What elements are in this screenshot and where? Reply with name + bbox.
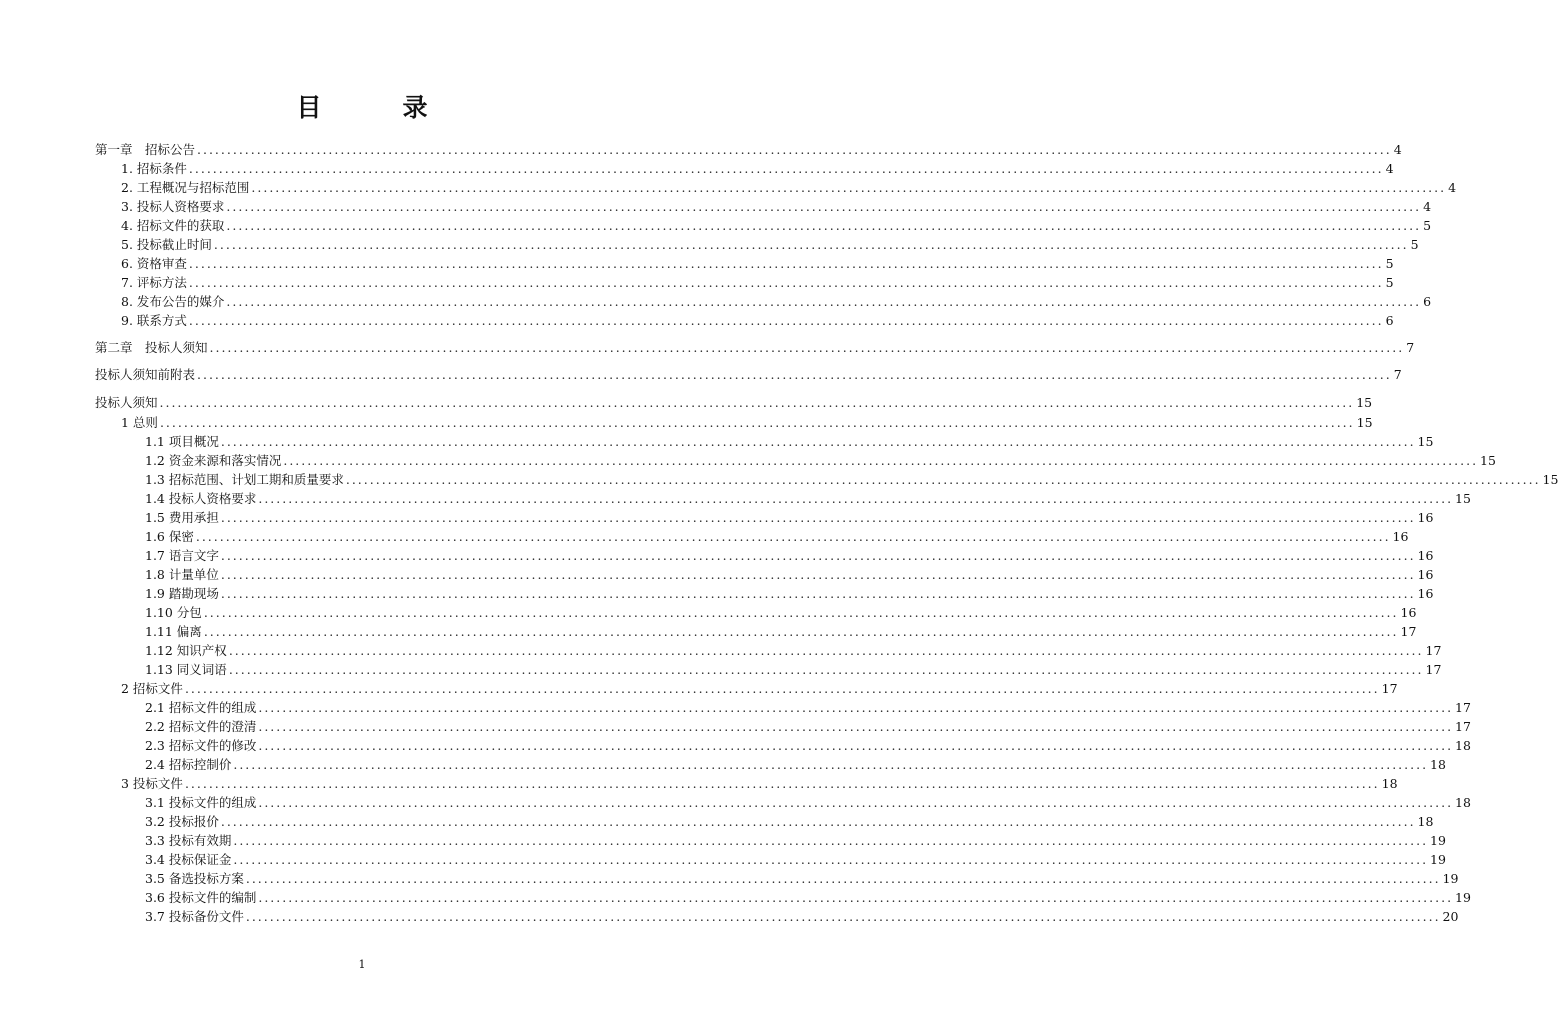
toc-entry-page: 15 <box>1356 395 1373 410</box>
toc-entry[interactable] <box>95 755 1446 774</box>
dot-leader: ........................................................................................................................................................................................................ <box>213 237 1409 252</box>
dot-leader: ........................................................................................................................................................................................................ <box>245 909 1441 924</box>
toc-entry[interactable] <box>95 292 1432 311</box>
dot-leader: ........................................................................................................................................................................................................ <box>220 510 1416 525</box>
dot-leader: ........................................................................................................................................................................................................ <box>159 415 1355 430</box>
toc-entry-page: 15 <box>1455 491 1471 506</box>
toc-entry-label: 投标人须知 <box>95 395 158 410</box>
toc-entry-label: 1.11 偏离 <box>145 624 202 639</box>
toc-entry-label: 1.3 招标范围、计划工期和质量要求 <box>145 472 344 487</box>
dot-leader: ........................................................................................................................................................................................................ <box>258 700 1454 715</box>
toc-entry-page: 16 <box>1417 548 1434 563</box>
toc-entry-label: 1. 招标条件 <box>121 161 187 176</box>
toc-entry-label: 2.3 招标文件的修改 <box>145 738 257 753</box>
toc-entry-page: 17 <box>1425 643 1442 658</box>
dot-leader: ........................................................................................................................................................................................................ <box>188 275 1384 290</box>
toc-entry[interactable] <box>95 793 1471 812</box>
toc-entry-page: 18 <box>1381 776 1398 791</box>
dot-leader: ........................................................................................................................................................................................................ <box>345 472 1541 487</box>
dot-leader: ........................................................................................................................................................................................................ <box>209 340 1405 355</box>
dot-leader: ........................................................................................................................................................................................................ <box>258 890 1454 905</box>
toc-entry-label: 3.5 备选投标方案 <box>145 871 244 886</box>
toc-entry-label: 3.4 投标保证金 <box>145 852 232 867</box>
toc-entry[interactable] <box>95 736 1471 755</box>
toc-entry-page: 16 <box>1417 586 1434 601</box>
toc-entry-label: 1.4 投标人资格要求 <box>145 491 257 506</box>
dot-leader: ........................................................................................................................................................................................................ <box>245 871 1441 886</box>
toc-entry[interactable] <box>95 698 1471 717</box>
dot-leader: ........................................................................................................................................................................................................ <box>159 395 1355 410</box>
toc-entry-page: 16 <box>1417 510 1434 525</box>
toc-entry-page: 19 <box>1442 871 1459 886</box>
toc-entry-label: 7. 评标方法 <box>121 275 187 290</box>
toc-entry[interactable] <box>95 140 1402 159</box>
toc-entry-label: 9. 联系方式 <box>121 313 187 328</box>
toc-entry-page: 18 <box>1430 757 1446 772</box>
toc-entry-page: 17 <box>1400 624 1417 639</box>
toc-entry-label: 5. 投标截止时间 <box>121 237 212 252</box>
toc-entry[interactable] <box>95 603 1417 622</box>
dot-leader: ........................................................................................................................................................................................................ <box>283 453 1479 468</box>
toc-entry[interactable] <box>95 774 1398 793</box>
toc-entry-page: 4 <box>1423 199 1432 214</box>
toc-entry-page: 17 <box>1455 719 1471 734</box>
toc-entry[interactable] <box>95 365 1402 384</box>
toc-entry-label: 3.3 投标有效期 <box>145 833 232 848</box>
toc-entry-label: 3 投标文件 <box>121 776 183 791</box>
toc-entry-page: 15 <box>1542 472 1558 487</box>
dot-leader: ........................................................................................................................................................................................................ <box>195 529 1391 544</box>
toc-entry-page: 16 <box>1400 605 1417 620</box>
toc-entry-page: 18 <box>1455 738 1471 753</box>
toc-entry-page: 6 <box>1423 294 1432 309</box>
toc-entry-page: 17 <box>1381 681 1398 696</box>
toc-entry[interactable] <box>95 432 1434 451</box>
toc-entry-page: 20 <box>1442 909 1459 924</box>
toc-entry-page: 16 <box>1417 567 1434 582</box>
toc-entry-label: 第二章 投标人须知 <box>95 340 208 355</box>
toc-entry-label: 1.6 保密 <box>145 529 194 544</box>
dot-leader: ........................................................................................................................................................................................................ <box>233 833 1429 848</box>
toc-entry-page: 19 <box>1430 852 1446 867</box>
dot-leader: ........................................................................................................................................................................................................ <box>220 814 1416 829</box>
dot-leader: ........................................................................................................................................................................................................ <box>184 681 1380 696</box>
toc-entry-page: 5 <box>1410 237 1419 252</box>
toc-entry[interactable] <box>95 159 1394 178</box>
toc-entry-page: 5 <box>1385 275 1394 290</box>
toc-entry[interactable] <box>95 641 1442 660</box>
toc-entry-label: 4. 招标文件的获取 <box>121 218 225 233</box>
toc-entry[interactable] <box>95 584 1434 603</box>
toc-entry[interactable] <box>95 679 1398 698</box>
toc-entry-page: 4 <box>1385 161 1394 176</box>
toc-entry[interactable] <box>95 311 1394 330</box>
dot-leader: ........................................................................................................................................................................................................ <box>220 567 1416 582</box>
toc-entry[interactable] <box>95 565 1434 584</box>
toc-entry-label: 2.1 招标文件的组成 <box>145 700 257 715</box>
toc-entry-label: 3.1 投标文件的组成 <box>145 795 257 810</box>
toc-entry[interactable] <box>95 508 1434 527</box>
toc-entry[interactable] <box>95 717 1471 736</box>
toc-entry-label: 1.9 踏勘现场 <box>145 586 219 601</box>
dot-leader: ........................................................................................................................................................................................................ <box>220 434 1416 449</box>
toc-entry-label: 8. 发布公告的媒介 <box>121 294 225 309</box>
page-number: 1 <box>358 958 366 971</box>
toc-entry-label: 3.2 投标报价 <box>145 814 219 829</box>
toc-entry-label: 1.13 同义词语 <box>145 662 227 677</box>
dot-leader: ........................................................................................................................................................................................................ <box>220 548 1416 563</box>
toc-entry[interactable] <box>95 197 1432 216</box>
toc-entry[interactable] <box>95 451 1496 470</box>
dot-leader: ........................................................................................................................................................................................................ <box>251 180 1447 195</box>
toc-entry[interactable] <box>95 907 1459 926</box>
toc-entry-page: 15 <box>1417 434 1434 449</box>
toc-entry-page: 6 <box>1385 313 1394 328</box>
toc-entry-label: 2.2 招标文件的澄清 <box>145 719 257 734</box>
toc-entry[interactable] <box>95 254 1394 273</box>
toc-entry-page: 4 <box>1393 142 1402 157</box>
dot-leader: ........................................................................................................................................................................................................ <box>188 256 1384 271</box>
toc-entry[interactable] <box>95 338 1415 357</box>
dot-leader: ........................................................................................................................................................................................................ <box>233 757 1429 772</box>
toc-entry[interactable] <box>95 812 1434 831</box>
toc-entry-page: 19 <box>1455 890 1471 905</box>
toc-entry-label: 1.10 分包 <box>145 605 202 620</box>
dot-leader: ........................................................................................................................................................................................................ <box>258 738 1454 753</box>
dot-leader: ........................................................................................................................................................................................................ <box>188 161 1384 176</box>
dot-leader: ........................................................................................................................................................................................................ <box>258 795 1454 810</box>
toc-entry[interactable] <box>95 546 1434 565</box>
toc-entry[interactable] <box>95 216 1432 235</box>
toc-entry-page: 5 <box>1423 218 1432 233</box>
dot-leader: ........................................................................................................................................................................................................ <box>203 605 1399 620</box>
toc-entry[interactable] <box>95 470 1558 489</box>
toc-entry-label: 1.2 资金来源和落实情况 <box>145 453 282 468</box>
toc-entry-label: 3.6 投标文件的编制 <box>145 890 257 905</box>
toc-entry[interactable] <box>95 413 1373 432</box>
dot-leader: ........................................................................................................................................................................................................ <box>233 852 1429 867</box>
dot-leader: ........................................................................................................................................................................................................ <box>226 218 1422 233</box>
toc-entry[interactable] <box>95 831 1446 850</box>
toc-entry-label: 1.5 费用承担 <box>145 510 219 525</box>
toc-entry[interactable] <box>95 393 1373 412</box>
toc-entry-label: 2 招标文件 <box>121 681 183 696</box>
dot-leader: ........................................................................................................................................................................................................ <box>228 643 1424 658</box>
dot-leader: ........................................................................................................................................................................................................ <box>226 294 1422 309</box>
toc-entry-label: 2.4 招标控制价 <box>145 757 232 772</box>
dot-leader: ........................................................................................................................................................................................................ <box>258 491 1454 506</box>
toc-entry-label: 1.8 计量单位 <box>145 567 219 582</box>
toc-entry-page: 5 <box>1385 256 1394 271</box>
dot-leader: ........................................................................................................................................................................................................ <box>197 142 1392 157</box>
toc-entry-label: 1.1 项目概况 <box>145 434 219 449</box>
dot-leader: ........................................................................................................................................................................................................ <box>228 662 1424 677</box>
toc-entry-page: 17 <box>1425 662 1442 677</box>
toc-entry-page: 15 <box>1480 453 1496 468</box>
toc-entry-page: 18 <box>1455 795 1471 810</box>
dot-leader: ........................................................................................................................................................................................................ <box>184 776 1380 791</box>
toc-entry-label: 投标人须知前附表 <box>95 367 196 382</box>
toc-entry[interactable] <box>95 850 1446 869</box>
toc-entry[interactable] <box>95 489 1471 508</box>
toc-entry-page: 17 <box>1455 700 1471 715</box>
toc-entry[interactable] <box>95 178 1457 197</box>
toc-entry-page: 4 <box>1448 180 1457 195</box>
toc-entry-label: 3.7 投标备份文件 <box>145 909 244 924</box>
toc-entry[interactable] <box>95 235 1419 254</box>
toc-entry[interactable] <box>95 869 1459 888</box>
toc-entry-label: 1.12 知识产权 <box>145 643 227 658</box>
toc-entry[interactable] <box>95 273 1394 292</box>
toc-entry[interactable] <box>95 527 1409 546</box>
toc-entry[interactable] <box>95 660 1442 679</box>
toc-entry-label: 1.7 语言文字 <box>145 548 219 563</box>
toc-entry-page: 19 <box>1430 833 1446 848</box>
toc-entry-page: 7 <box>1406 340 1415 355</box>
dot-leader: ........................................................................................................................................................................................................ <box>220 586 1416 601</box>
dot-leader: ........................................................................................................................................................................................................ <box>188 313 1384 328</box>
toc-title: 目 录 <box>296 93 456 122</box>
toc-entry-label: 1 总则 <box>121 415 158 430</box>
toc-entry-label: 6. 资格审查 <box>121 256 187 271</box>
toc-entry[interactable] <box>95 888 1471 907</box>
toc-entry-label: 第一章 招标公告 <box>95 142 196 157</box>
toc-entry-page: 18 <box>1417 814 1434 829</box>
toc-entry-page: 15 <box>1356 415 1373 430</box>
toc-entry[interactable] <box>95 622 1417 641</box>
dot-leader: ........................................................................................................................................................................................................ <box>226 199 1422 214</box>
toc-entry-label: 2. 工程概况与招标范围 <box>121 180 250 195</box>
toc-entry-page: 7 <box>1393 367 1402 382</box>
toc-entry-page: 16 <box>1392 529 1409 544</box>
dot-leader: ........................................................................................................................................................................................................ <box>203 624 1399 639</box>
dot-leader: ........................................................................................................................................................................................................ <box>258 719 1454 734</box>
toc-entry-label: 3. 投标人资格要求 <box>121 199 225 214</box>
dot-leader: ........................................................................................................................................................................................................ <box>197 367 1392 382</box>
